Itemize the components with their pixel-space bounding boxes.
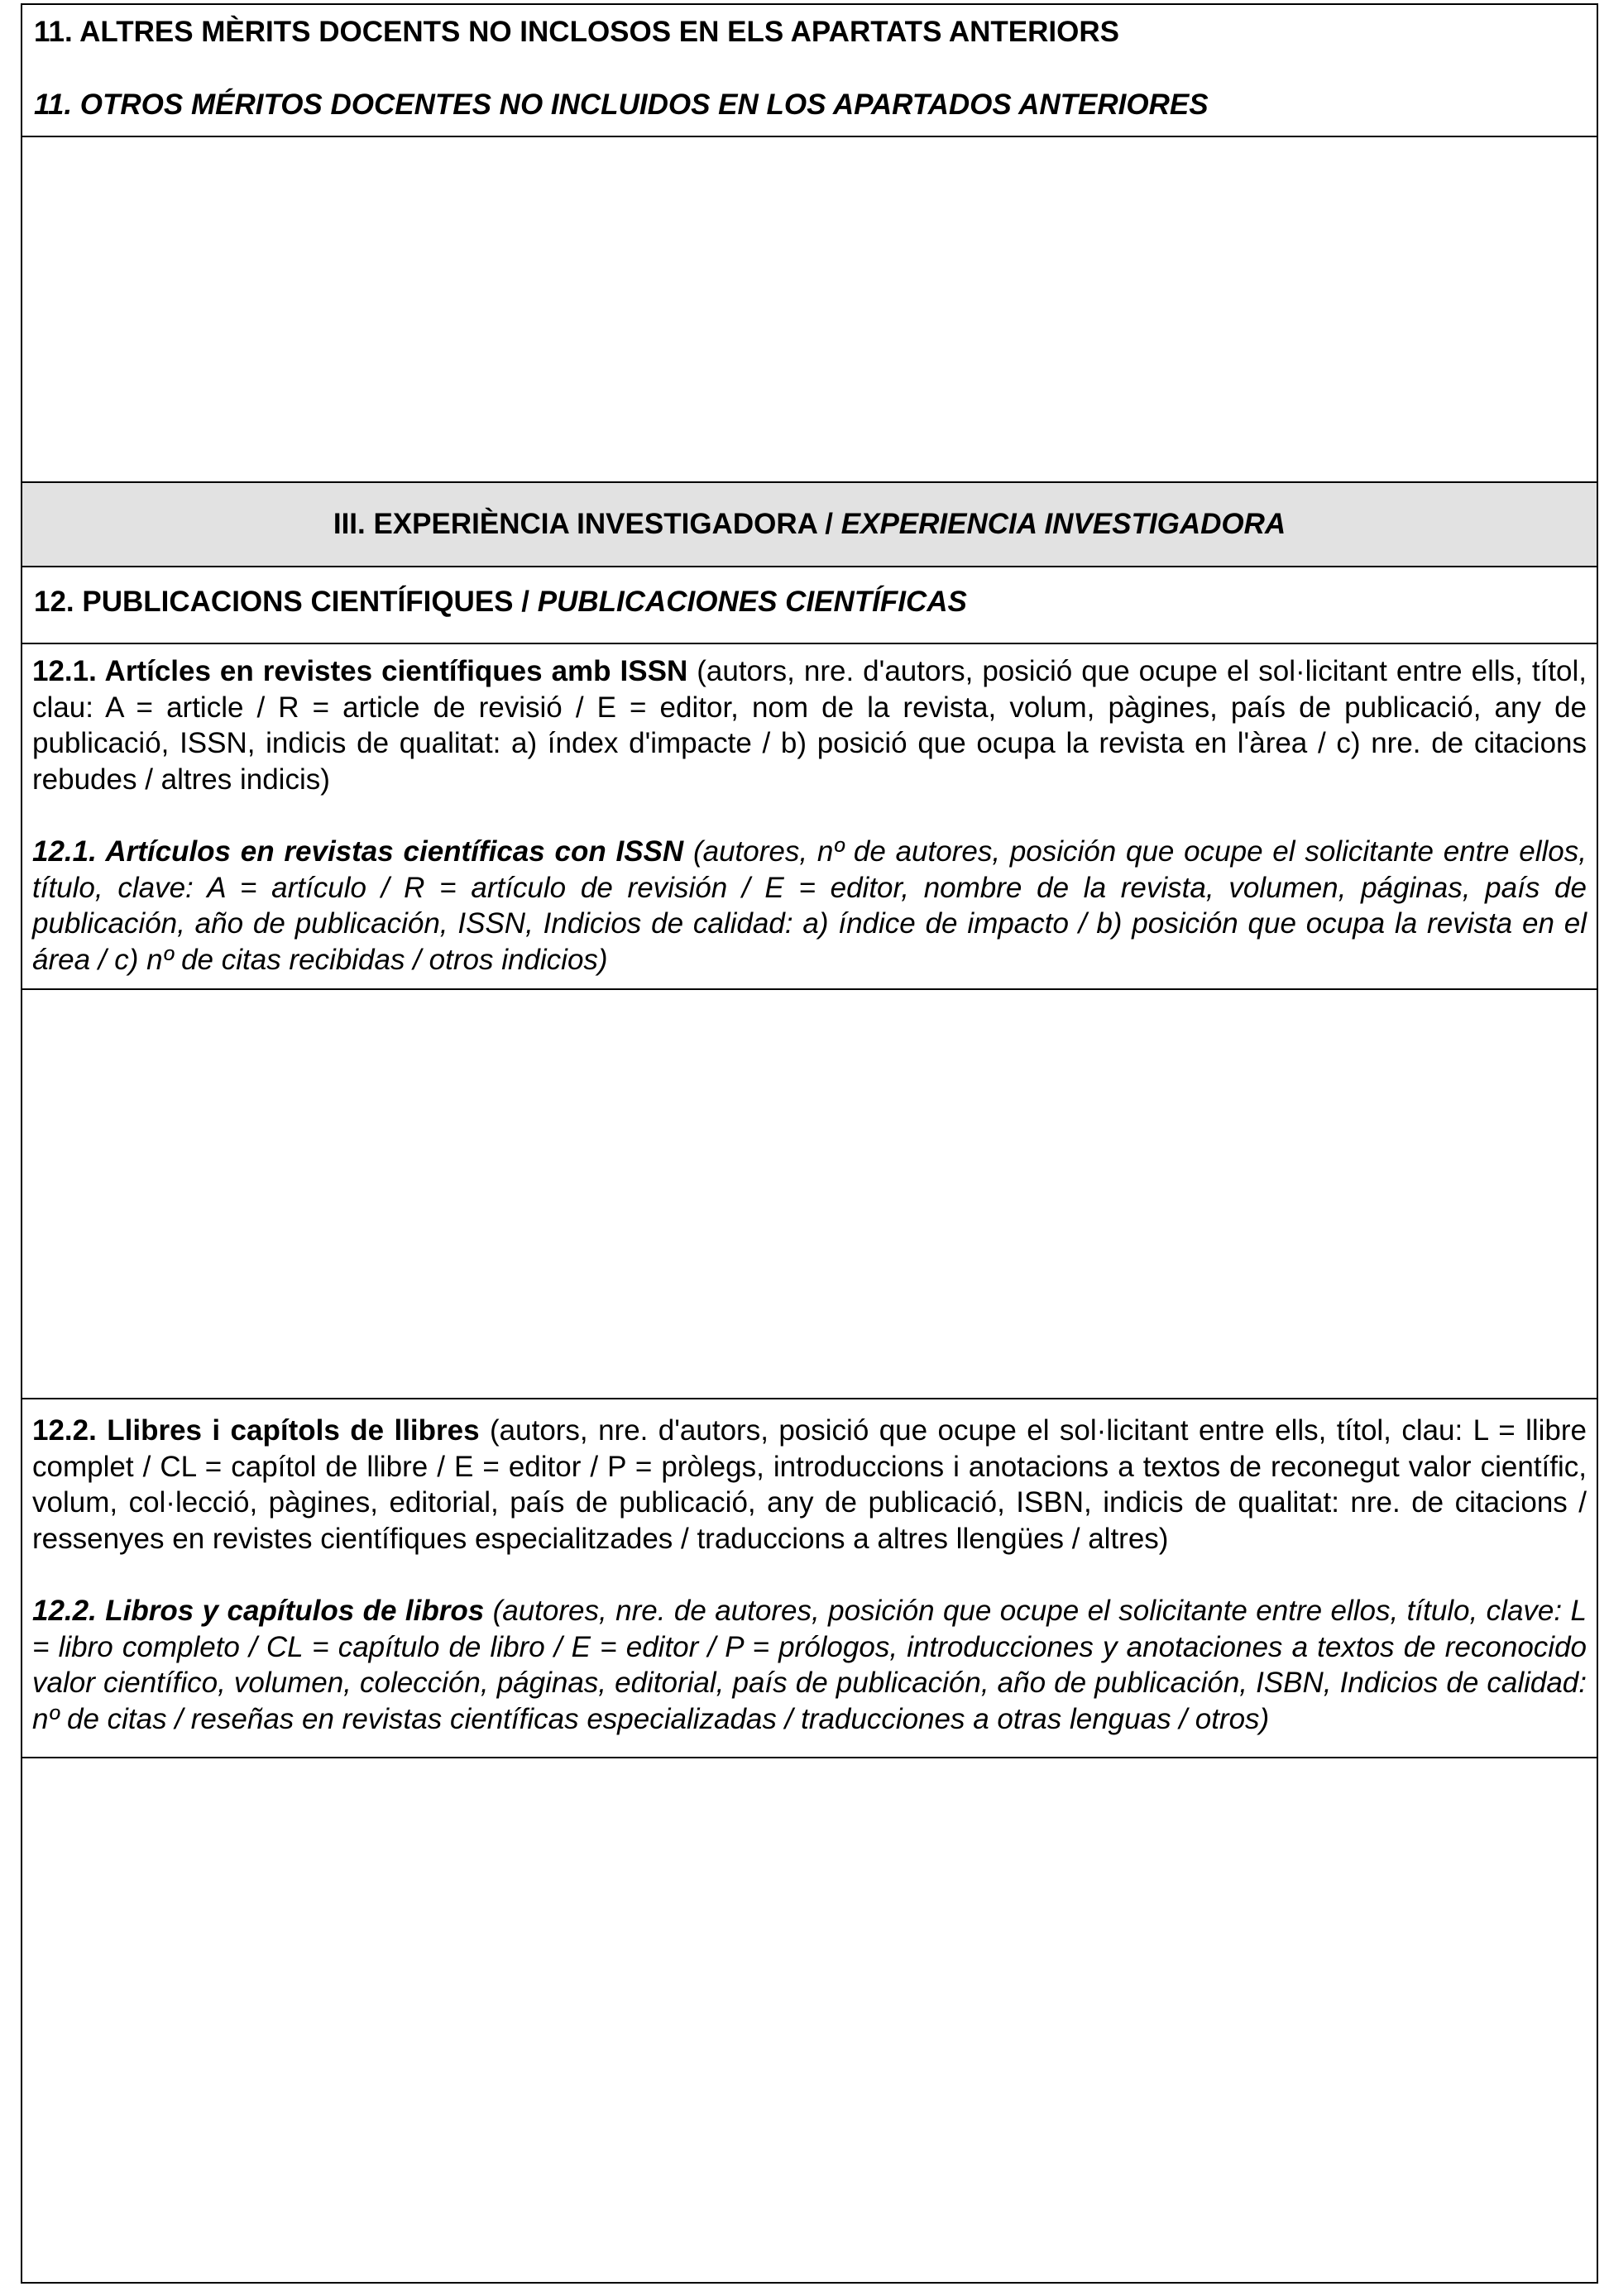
section-12-1-description	[22, 643, 1597, 988]
section-12-1-heading-es: 12.1. Artículos en revistas científicas con ISSN	[32, 835, 684, 868]
section-11-header	[22, 5, 1597, 136]
section-12-2-body-ca: (autors, nre. d'autors, posició que ocupe el sol·licitant entre ells, títol, clau: L = llibre complet / CL = capítol de llibre / E = editor / P = pròlegs, introduccions i anotacions a textos de reconegut valor científic, volum, col·lecció, pàgines, editorial, país de publicació, any de publicació, ISBN, indicis de qualitat: nre. de citacions / ressenyes en revistes científiques especialitzades / traduccions a altres llengües / altres)	[32, 1414, 1587, 1555]
section-iii-title	[333, 508, 1286, 541]
section-12-header	[22, 566, 1597, 643]
merits-form	[21, 3, 1598, 2284]
section-12-title-es: PUBLICACIONES CIENTÍFICAS	[537, 586, 967, 618]
section-12-title	[34, 586, 1585, 619]
section-12-2-entry-area[interactable]	[22, 1757, 1597, 2282]
section-iii-title-ca: III. EXPERIÈNCIA INVESTIGADORA /	[333, 508, 841, 540]
section-12-2-text-es	[32, 1593, 1587, 1737]
section-iii-title-es: EXPERIENCIA INVESTIGADORA	[840, 508, 1286, 540]
section-12-1-body-es: (autores, nº de autores, posición que ocupe el solicitante entre ellos, título, clave: A = artículo / R = artículo de revisión / E = editor, nombre de la revista, volumen, páginas, país de publicación, año de publicación, ISSN, Indicios de calidad: a) índice de impacto / b) posición que ocupa la revista en el área / c) nº de citas recibidas / otros indicios)	[32, 835, 1587, 976]
section-12-2-description	[22, 1398, 1597, 1757]
section-12-2-text-ca	[32, 1413, 1587, 1557]
section-12-1-text-es	[32, 834, 1587, 978]
section-12-title-ca: 12. PUBLICACIONS CIENTÍFIQUES /	[34, 586, 538, 618]
section-12-1-body-ca: (autors, nre. d'autors, posició que ocupe el sol·licitant entre ells, títol, clau: A = article / R = article de revisió / E = editor, nom de la revista, volum, pàgines, país de publicació, any de publicació, ISSN, indicis de qualitat: a) índex d'impacte / b) posició que ocupa la revista en l'àrea / c) nre. de citacions rebudes / altres indicis)	[32, 655, 1587, 796]
section-12-2-heading-es: 12.2. Libros y capítulos de libros	[32, 1595, 485, 1627]
section-iii-banner	[22, 481, 1597, 566]
section-12-1-entry-area[interactable]	[22, 988, 1597, 1398]
section-11-title-ca: 11. ALTRES MÈRITS DOCENTS NO INCLOSOS EN ELS APARTATS ANTERIORS	[34, 16, 1119, 48]
section-11-entry-area[interactable]	[22, 136, 1597, 481]
section-11-title-es: 11. OTROS MÉRITOS DOCENTES NO INCLUIDOS EN LOS APARTADOS ANTERIORES	[34, 88, 1209, 121]
section-12-2-body-es: (autores, nre. de autores, posición que ocupe el solicitante entre ellos, título, clave: L = libro completo / CL = capítulo de libro / E = editor / P = prólogos, introducciones y anotaciones a textos de reconocido valor científico, volumen, colección, páginas, editorial, país de publicación, año de publicación, ISBN, Indicios de calidad: nº de citas / reseñas en revistas científicas especializadas / traducciones a otras lenguas / otros)	[32, 1595, 1587, 1735]
section-12-1-text-ca	[32, 653, 1587, 797]
section-12-1-heading-ca: 12.1. Artícles en revistes científiques amb ISSN	[32, 655, 688, 687]
section-12-2-heading-ca: 12.2. Llibres i capítols de llibres	[32, 1414, 480, 1447]
